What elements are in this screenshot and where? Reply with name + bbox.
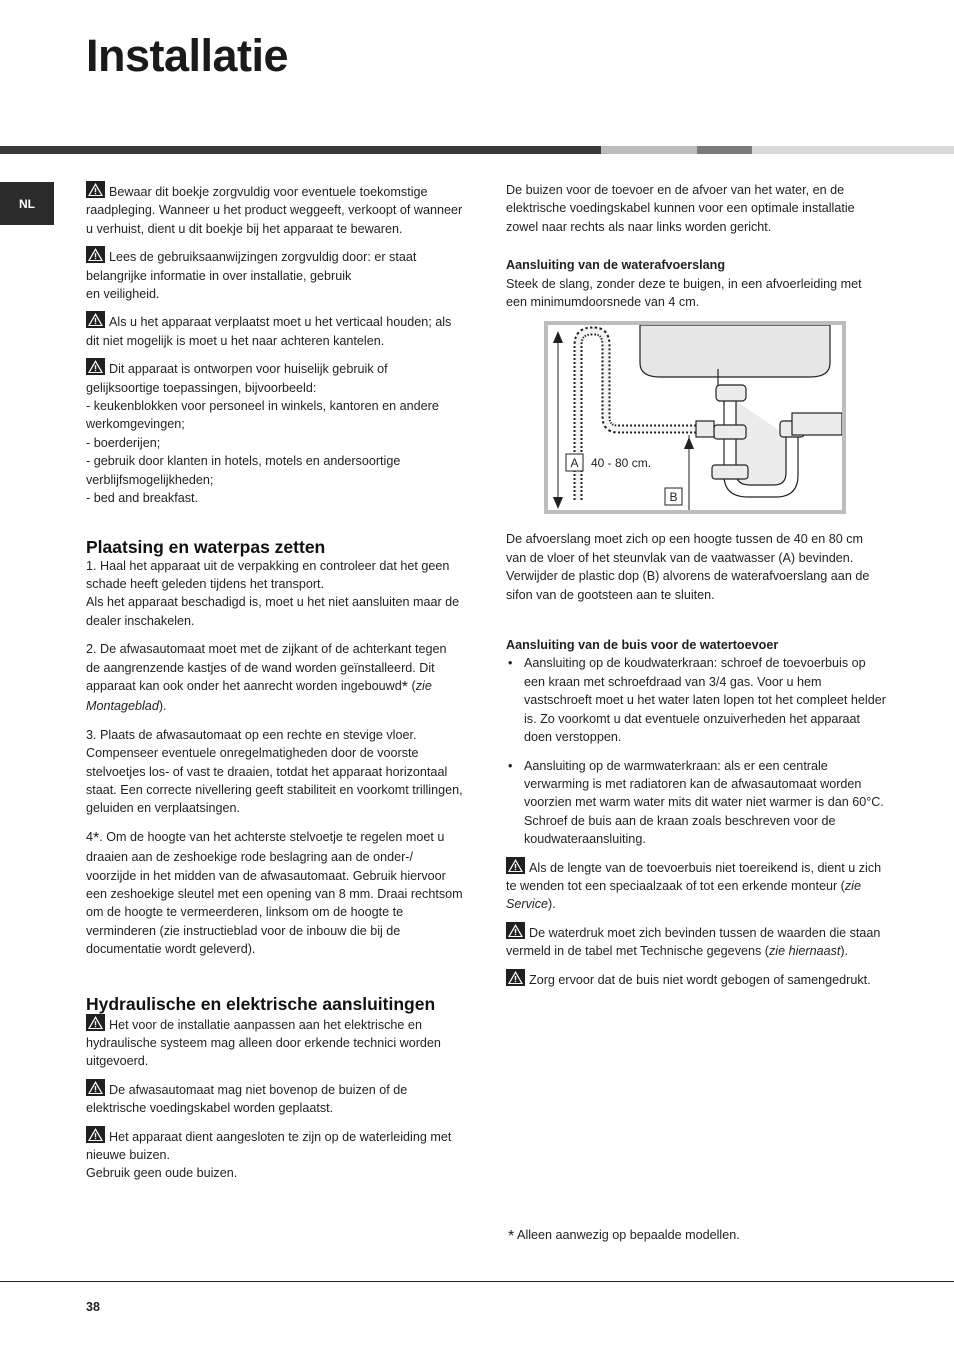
reference-text: zie hiernaast — [769, 944, 841, 959]
reference-text: zie Service — [506, 878, 861, 912]
warning-text: Als u het apparaat verplaatst moet u het verticaal houden; als dit niet mogelijk is moet u het naar achteren kantelen. — [86, 315, 452, 348]
warning-text: De afwasautomaat mag niet bovenop de buizen of de elektrische voedingskabel worden geplaatst. — [86, 1082, 408, 1116]
header-rule-dark — [0, 146, 601, 154]
body-paragraph: 2. De afwasautomaat moet met de zijkant of de achterkant tegen de aangrenzende kastjes of de wand worden geïnstalleerd. Dit apparaat kan ook onder het aanrecht worden ingebouwd* (zie Montageblad). — [86, 642, 447, 714]
warning-text-cont: en veiligheid. — [86, 287, 160, 302]
warning-paragraph — [506, 969, 886, 989]
warning-triangle-icon — [86, 1079, 105, 1096]
right-column — [506, 181, 886, 997]
header-rule-mid — [697, 146, 752, 154]
body-text: 2. De afwasautomaat moet met de zijkant of de achterkant tegen de aangrenzende kastjes of de wand worden geïnstalleerd. Dit apparaat kan ook onder het aanrecht worden ingebouwd — [86, 642, 447, 693]
warning-text: Als de lengte van de toevoerbuis niet toereikend is, dient u zich te wenden tot een speciaalzaak of tot een erkende monteur ( — [506, 860, 882, 893]
warning-text: Het apparaat dient aangesloten te zijn op de waterleiding met nieuwe buizen. — [86, 1129, 452, 1163]
punctuation: ). — [840, 944, 849, 959]
list-item: - gebruik door klanten in hotels, motels en andersoortige verblijfsmogelijkheden; — [86, 454, 401, 487]
list-item: - boerderijen; — [86, 435, 161, 450]
warning-text: Lees de gebruiksaanwijzingen zorgvuldig door: er staat belangrijke informatie in over installatie, gebruik — [86, 250, 417, 283]
body-text: . Om de hoogte van het achterste stelvoetje te regelen moet u draaien aan de zeshoekige rode beslagring aan de onder-/ voorzijde in het midden van de afwasautomaat. Gebruik hiervoor een zeshoekige sleutel met een opening van 8 mm. Draai rechtsom om de hoogte te vermeerderen, linksom om de hoogte te verminderen (zie instructieblad voor de inbouw die bij de documentatie wordt geleverd). — [86, 829, 463, 957]
section-heading-placement: Plaatsing en waterpas zetten — [86, 536, 326, 557]
warning-triangle-icon — [86, 311, 105, 328]
body-text: Als het apparaat beschadigd is, moet u het niet aansluiten maar de dealer inschakelen. — [86, 595, 460, 628]
footnote-text: Alleen aanwezig op bepaalde modellen. — [517, 1228, 740, 1242]
warning-paragraph — [86, 181, 464, 238]
bullet-text: Aansluiting op de koudwaterkraan: schroef de toevoerbuis op een kraan met schroefdraad van 3/4 gas. Voor u hem vastschroeft moet u het water laten lopen tot het compleet helder is. Zo voorkomt u dat eventuele onzuiverheden het apparaat doen verstoppen. — [524, 656, 886, 745]
warning-text: Het voor de installatie aanpassen aan het elektrische en hydraulische systeem mag alleen door erkende technici worden uitgevoerd. — [86, 1017, 441, 1069]
subheading-supply: Aansluiting van de buis voor de watertoevoer — [506, 638, 779, 653]
punctuation: ). — [158, 699, 167, 714]
body-text: 3. Plaats de afwasautomaat op een rechte en stevige vloer. Compenseer eventuele onregelmatigheden door de voorste stelvoetjes los- of vast te draaien, totdat het apparaat horizontaal staat. Een correcte nivellering geeft stabiliteit en voorkomt trillingen, geluiden en verplaatsingen. — [86, 727, 463, 816]
body-paragraph — [86, 828, 464, 959]
reference-text: zie Montageblad — [86, 678, 432, 714]
warning-triangle-icon — [506, 922, 525, 939]
warning-paragraph — [86, 311, 464, 350]
step-number: 4 — [86, 829, 94, 844]
asterisk: * — [93, 829, 100, 847]
list-item: - bed and breakfast. — [86, 491, 199, 506]
page-title: Installatie — [86, 30, 289, 81]
section-heading-connections: Hydraulische en elektrische aansluitingen — [86, 993, 436, 1014]
list-item — [506, 757, 886, 849]
body-text: 1. Haal het apparaat uit de verpakking en controleer dat het geen schade heeft geleden tijdens het transport. — [86, 558, 450, 591]
warning-triangle-icon — [86, 246, 105, 263]
header-rule — [0, 146, 954, 154]
warning-triangle-icon — [86, 358, 105, 375]
warning-paragraph — [86, 1014, 464, 1071]
warning-triangle-icon — [86, 181, 105, 198]
header-rule-light — [601, 146, 697, 154]
warning-text: Zorg ervoor dat de buis niet wordt gebogen of samengedrukt. — [529, 972, 871, 987]
asterisk: * — [401, 678, 409, 696]
warning-paragraph — [86, 246, 464, 303]
warning-triangle-icon — [506, 857, 525, 874]
warning-paragraph — [86, 1126, 464, 1183]
bullet-text: Schroef de buis aan de kraan zoals beschreven voor de koudwateraansluiting. — [524, 813, 836, 847]
warning-text: Dit apparaat is ontworpen voor huiselijk gebruik of gelijksoortige toepassingen, bijvoorbeeld: — [86, 362, 388, 395]
warning-paragraph — [506, 922, 886, 961]
label-b: B — [669, 490, 678, 505]
warning-text: De waterdruk moet zich bevinden tussen de waarden die staan vermeld in de tabel met Technische gegevens ( — [506, 925, 881, 959]
page-number: 38 — [86, 1300, 100, 1314]
warning-paragraph — [86, 358, 464, 507]
language-tab: NL — [0, 182, 54, 225]
body-paragraph — [86, 557, 464, 631]
body-paragraph: Steek de slang, zonder deze te buigen, in een afvoerleiding met een minimumdoorsnede van 4 cm. — [506, 276, 862, 310]
warning-triangle-icon — [506, 969, 525, 986]
warning-paragraph — [86, 1079, 464, 1118]
asterisk: * — [508, 1228, 515, 1245]
drain-hose-illustration — [548, 325, 842, 510]
body-paragraph: De afvoerslang moet zich op een hoogte tussen de 40 en 80 cm van de vloer of het steunvlak van de vaatwasser (A) bevinden. — [506, 532, 864, 565]
list-item: - keukenblokken voor personeel in winkels, kantoren en andere werkomgevingen; — [86, 399, 439, 432]
body-paragraph: De buizen voor de toevoer en de afvoer van het water, en de elektrische voedingskabel kunnen voor een optimale installatie zowel naar rechts als naar links worden gericht. — [506, 183, 855, 234]
punctuation: ). — [548, 897, 556, 912]
list-item — [506, 654, 886, 746]
warning-triangle-icon — [86, 1126, 105, 1143]
warning-triangle-icon — [86, 1014, 105, 1031]
label-a: A — [570, 456, 579, 471]
warning-text: Bewaar dit boekje zorgvuldig voor eventuele toekomstige raadpleging. Wanneer u het product weggeeft, verkoopt of wanneer u verhuist, dient u dit boekje bij het apparaat te bewaren. — [86, 185, 463, 236]
warning-text-cont: Gebruik geen oude buizen. — [86, 1166, 238, 1181]
warning-paragraph — [506, 857, 886, 914]
height-range-label: 40 - 80 cm. — [591, 456, 652, 471]
drain-hose-figure — [544, 321, 846, 514]
bullet-text: Aansluiting op de warmwaterkraan: als er een centrale verwarming is met radiatoren kan de afwasautomaat worden voorzien met warm water mits dit water niet warmer is dan 60°C. — [524, 758, 884, 810]
body-paragraph — [86, 726, 464, 818]
subheading-drain: Aansluiting van de waterafvoerslang — [506, 258, 726, 273]
footer-rule — [0, 1281, 954, 1282]
header-rule-pale — [752, 146, 954, 154]
footnote — [508, 1226, 740, 1246]
body-paragraph: Verwijder de plastic dop (B) alvorens de waterafvoerslang aan de sifon van de gootsteen aan te sluiten. — [506, 569, 870, 602]
supply-bullet-list — [506, 654, 886, 848]
left-column — [86, 181, 464, 1191]
